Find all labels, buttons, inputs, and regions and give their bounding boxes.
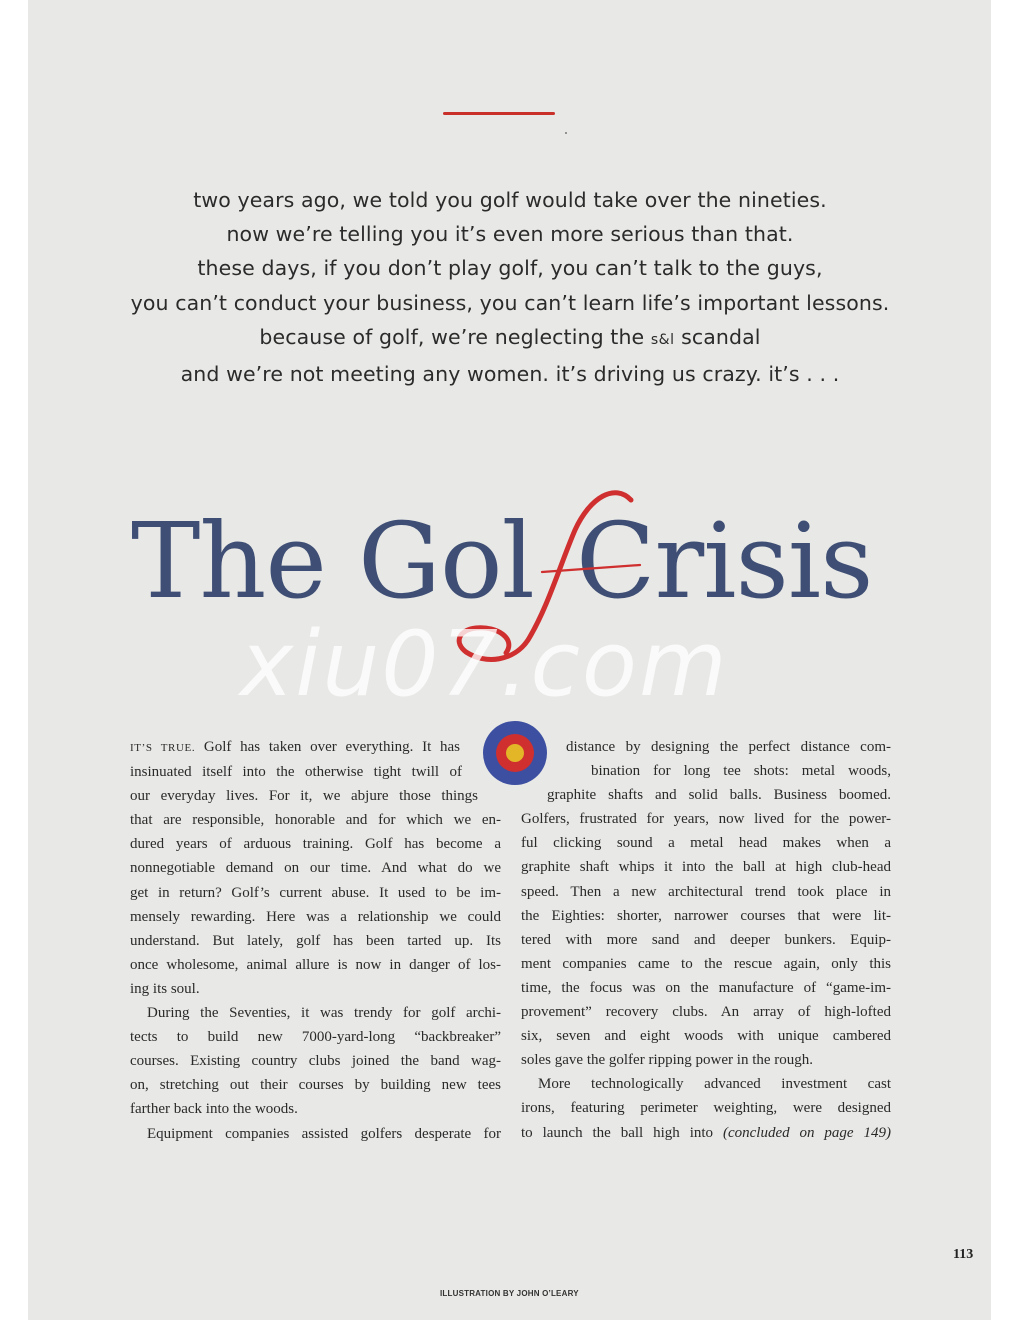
watermark: xiu07.com bbox=[240, 612, 729, 717]
text-line: farther back into the woods. bbox=[130, 1101, 298, 1118]
page-number: 113 bbox=[953, 1247, 974, 1262]
speck bbox=[565, 132, 567, 134]
text-span: Golf has taken over everything. It has bbox=[195, 739, 460, 755]
lead-in: IT’S TRUE. bbox=[130, 742, 196, 754]
intro-text: because of golf, we’re neglecting the bbox=[259, 324, 651, 349]
continued-reference: (concluded on page 149) bbox=[722, 1124, 891, 1141]
text-line: irons, featuring perimeter weighting, were designed bbox=[521, 1100, 891, 1117]
text-line: understand. But lately, golf has been tarted up. Its bbox=[130, 932, 501, 949]
text-line: Golfers, frustrated for years, now lived for the power- bbox=[521, 811, 891, 828]
text-line: once wholesome, animal allure is now in danger of los- bbox=[130, 956, 501, 973]
intro-line: you can’t conduct your business, you can’t learn life’s important lessons. bbox=[130, 290, 890, 315]
intro-small-caps: s&l bbox=[650, 331, 675, 348]
text-line: time, the focus was on the manufacture of “game-im- bbox=[521, 979, 891, 996]
red-rule-divider bbox=[443, 112, 555, 115]
text-span: to launch the ball high into bbox=[521, 1124, 714, 1141]
text-line: provement” recovery clubs. An array of high-lofted bbox=[521, 1004, 891, 1021]
text-line: graphite shaft whips it into the ball at high club-head bbox=[521, 859, 891, 876]
text-line: tered with more sand and deeper bunkers. Equip- bbox=[521, 931, 891, 948]
text-line: courses. Existing country clubs joined the band wag- bbox=[130, 1053, 501, 1070]
text-line: ment companies came to the rescue again, only this bbox=[521, 955, 891, 972]
text-line: distance by designing the perfect distance com- bbox=[566, 739, 891, 755]
text-line bbox=[521, 1121, 891, 1145]
text-line: Equipment companies assisted golfers desperate for bbox=[147, 1125, 501, 1142]
intro-line: now we’re telling you it’s even more serious than that. bbox=[226, 222, 794, 247]
text-line bbox=[130, 735, 460, 760]
headline-part-2: Crisis bbox=[575, 500, 873, 622]
intro-line bbox=[100, 320, 920, 357]
intro-line: and we’re not meeting any women. it’s driving us crazy. it’s . . . bbox=[180, 362, 840, 387]
text-line: bination for long tee shots: metal woods, bbox=[591, 763, 891, 780]
text-line: More technologically advanced investment cast bbox=[538, 1076, 891, 1093]
intro-line: these days, if you don’t play golf, you can’t talk to the guys, bbox=[197, 256, 823, 281]
text-line: tects to build new 7000-yard-long “backbreaker” bbox=[130, 1029, 501, 1046]
text-line: ful clicking sound a metal head makes when a bbox=[521, 835, 891, 852]
intro-line: two years ago, we told you golf would take over the nineties. bbox=[193, 188, 827, 212]
text-line: our everyday lives. For it, we abjure those things bbox=[130, 788, 478, 805]
intro-deck bbox=[100, 183, 920, 391]
text-line: on, stretching out their courses by building new tees bbox=[130, 1077, 501, 1094]
text-line: nonnegotiable demand on our time. And what do we bbox=[130, 860, 501, 877]
text-line: dured years of arduous training. Golf has become a bbox=[130, 836, 501, 853]
text-line: insinuated itself into the otherwise tight twill of bbox=[130, 764, 462, 781]
text-line: graphite shafts and solid balls. Business boomed. bbox=[547, 787, 891, 804]
text-line: six, seven and eight woods with unique cambered bbox=[521, 1028, 891, 1045]
text-line: mensely rewarding. Here was a relationship we could bbox=[130, 908, 501, 925]
illustration-credit: ILLUSTRATION BY JOHN O’LEARY bbox=[440, 1289, 579, 1298]
text-line: get in return? Golf’s current abuse. It used to be im- bbox=[130, 884, 501, 901]
text-line: During the Seventies, it was trendy for golf archi- bbox=[147, 1005, 501, 1022]
text-line: the Eighties: shorter, narrower courses that were lit- bbox=[521, 907, 891, 924]
left-column bbox=[130, 735, 501, 1146]
text-line: that are responsible, honorable and for which we en- bbox=[130, 812, 501, 829]
text-line: soles gave the golfer ripping power in the rough. bbox=[521, 1052, 814, 1069]
text-line: ing its soul. bbox=[130, 980, 200, 997]
text-line: speed. Then a new architectural trend took place in bbox=[521, 883, 891, 900]
intro-text: scandal bbox=[674, 324, 761, 349]
headline-part-1: The Gol bbox=[131, 500, 534, 622]
right-column bbox=[521, 735, 891, 1145]
